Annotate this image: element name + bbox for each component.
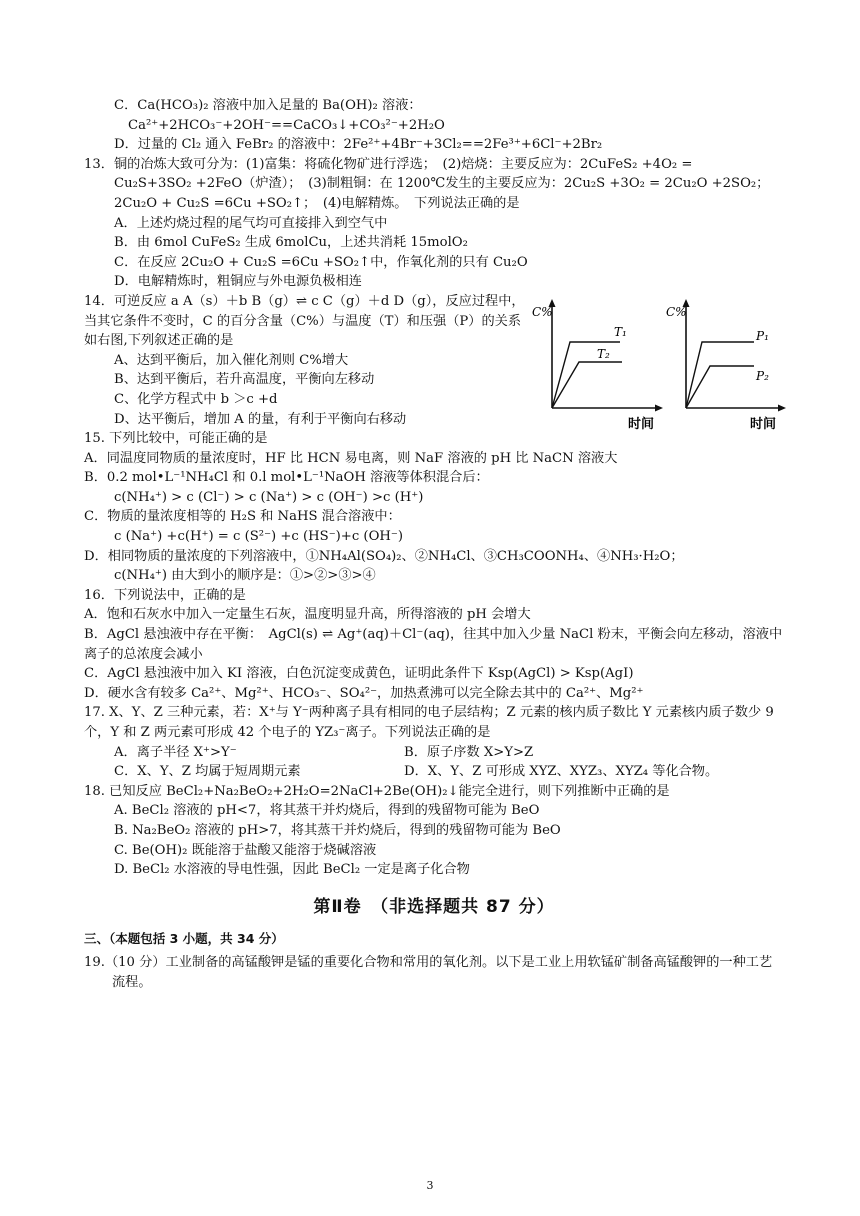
q14-option-a: A、达到平衡后，加入催化剂则 C%增大 — [114, 352, 349, 368]
q12-option-d: D．过量的 Cl₂ 通入 FeBr₂ 的溶液中：2Fe²⁺+4Br⁻+3Cl₂==2Fe³⁺+6Cl⁻+2Br₂ — [114, 137, 603, 153]
q15-option-b-expr: c(NH₄⁺) > c (Cl⁻) > c (Na⁺) > c (OH⁻) >c (H⁺) — [114, 489, 424, 505]
q14-stem: 14．可逆反应 a A（s）＋b B（g）⇌ c C（g）＋d D（g），反应过程中，当其它条件不变时，C 的百分含量（C%）与温度（T）和压强（P）的关系如右图,下列叙述正确的是 — [84, 293, 525, 349]
q13-option-d: D．电解精炼时，粗铜应与外电源负极相连 — [114, 274, 362, 290]
q16-option-c: C．AgCl 悬浊液中加入 KI 溶液，白色沉淀变成黄色，证明此条件下 Ksp(AgCl) > Ksp(AgI) — [84, 666, 634, 682]
q16-stem: 16．下列说法中，正确的是 — [84, 587, 246, 603]
q15-stem: 15. 下列比较中，可能正确的是 — [84, 431, 268, 447]
q15-option-a: A．同温度同物质的量浓度时，HF 比 HCN 易电离，则 NaF 溶液的 pH 比 NaCN 溶液大 — [84, 450, 618, 466]
graph-left — [532, 299, 663, 432]
q14-graphs — [530, 296, 790, 436]
graph-right-ylabel: C% — [666, 304, 687, 319]
q18-option-a: A. BeCl₂ 溶液的 pH<7，将其蒸干并灼烧后，得到的残留物可能为 BeO — [114, 803, 540, 819]
q13-option-c: C．在反应 2Cu₂O + Cu₂S =6Cu +SO₂↑中，作氧化剂的只有 Cu₂O — [114, 254, 528, 270]
q18-option-b: B. Na₂BeO₂ 溶液的 pH>7，将其蒸干并灼烧后，得到的残留物可能为 BeO — [114, 822, 561, 838]
q16-option-a: A．饱和石灰水中加入一定量生石灰，温度明显升高，所得溶液的 pH 会增大 — [84, 607, 531, 623]
q14-block — [84, 292, 784, 432]
q15-option-c: C．物质的量浓度相等的 H₂S 和 NaHS 混合溶液中： — [84, 509, 401, 525]
q15-option-d: D．相同物质的量浓度的下列溶液中，①NH₄Al(SO₄)₂、②NH₄Cl、③CH₃COONH₄、④NH₃·H₂O； — [84, 548, 684, 564]
q14-option-c: C、化学方程式中 b ＞c +d — [114, 391, 278, 407]
graph-left-label-t2: T₂ — [597, 346, 610, 361]
graph-left-x-arrow — [655, 404, 663, 411]
graph-right-curve-p2 — [686, 366, 754, 408]
q14-option-d: D、达平衡后，增加 A 的量，有利于平衡向右移动 — [114, 411, 407, 427]
q18-stem: 18. 已知反应 BeCl₂+Na₂BeO₂+2H₂O=2NaCl+2Be(OH)₂↓能完全进行，则下列推断中正确的是 — [84, 783, 670, 799]
page-number: 3 — [426, 1179, 434, 1192]
q17-option-b: B．原子序数 X>Y>Z — [404, 744, 534, 760]
q14-option-b: B、达到平衡后，若升高温度，平衡向左移动 — [114, 372, 375, 388]
q19-stem: 19.（10 分）工业制备的高锰酸钾是锰的重要化合物和常用的氧化剂。以下是工业上用软锰矿制备高锰酸钾的一种工艺流程。 — [84, 954, 773, 990]
q15-option-b: B．0.2 mol•L⁻¹NH₄Cl 和 0.l mol•L⁻¹NaOH 溶液等体积混合后： — [84, 470, 489, 486]
q13-stem-line2: Cu₂S+3SO₂ +2FeO（炉渣）； (3)制粗铜：在 1200℃发生的主要反应为：2Cu₂S +3O₂ = 2Cu₂O +2SO₂； — [114, 176, 770, 192]
q18-option-d: D. BeCl₂ 水溶液的导电性强，因此 BeCl₂ 一定是离子化合物 — [114, 862, 470, 878]
q13-stem-line1: 13．铜的冶炼大致可分为：(1)富集：将硫化物矿进行浮选； (2)焙烧：主要反应为：2CuFeS₂ +4O₂ = — [84, 156, 693, 172]
graph-right — [666, 299, 786, 432]
q13-stem-line3: 2Cu₂O + Cu₂S =6Cu +SO₂↑； (4)电解精炼。 下列说法正确的是 — [114, 195, 520, 211]
q17-option-a: A．离子半径 X⁺>Y⁻ — [114, 744, 237, 760]
graph-right-x-arrow — [778, 404, 786, 411]
q17-option-d: D．X、Y、Z 可形成 XYZ、XYZ₃、XYZ₄ 等化合物。 — [404, 764, 719, 780]
q17-stem: 17. X、Y、Z 三种元素，若：X⁺与 Y⁻两种离子具有相同的电子层结构；Z 元素的核内质子数比 Y 元素核内质子数少 9 个，Y 和 Z 两元素可形成 42 个电子的 YZ₃⁻离子。下列说法正确的是 — [84, 705, 774, 740]
q12-option-c: C．Ca(HCO₃)₂ 溶液中加入足量的 Ba(OH)₂ 溶液： — [114, 98, 422, 113]
q17-options-row2 — [84, 762, 784, 782]
q14-graphs-svg — [530, 296, 790, 436]
graph-left-xlabel: 时间 — [628, 416, 655, 432]
q13-option-b: B．由 6mol CuFeS₂ 生成 6molCu，上述共消耗 15molO₂ — [114, 235, 468, 251]
graph-right-label-p1: P₁ — [756, 328, 769, 343]
exam-content — [84, 96, 784, 992]
part-3-heading: 三、（本题包括 3 小题，共 34 分） — [84, 931, 284, 947]
q15-option-d-order: c(NH₄⁺) 由大到小的顺序是：①>②>③>④ — [114, 568, 376, 584]
q17-options-row1 — [84, 743, 784, 763]
graph-right-curve-p1 — [686, 342, 754, 408]
graph-right-xlabel: 时间 — [750, 416, 777, 432]
section-2-title: 第Ⅱ卷 （非选择题共 87 分） — [313, 896, 555, 917]
q15-option-c-expr: c (Na⁺) +c(H⁺) = c (S²⁻) +c (HS⁻)+c (OH⁻) — [114, 529, 403, 545]
q18-option-c: C. Be(OH)₂ 既能溶于盐酸又能溶于烧碱溶液 — [114, 842, 377, 858]
graph-left-ylabel: C% — [532, 304, 553, 319]
q12-option-c-equation: Ca²⁺+2HCO₃⁻+2OH⁻==CaCO₃↓+CO₃²⁻+2H₂O — [128, 117, 445, 133]
q16-option-b: B．AgCl 悬浊液中存在平衡： AgCl(s) ⇌ Ag⁺(aq)＋Cl⁻(aq)，往其中加入少量 NaCl 粉末，平衡会向左移动，溶液中离子的总浓度会减小 — [84, 627, 783, 662]
q13-option-a: A．上述灼烧过程的尾气均可直接排入到空气中 — [114, 215, 388, 231]
graph-right-label-p2: P₂ — [756, 368, 769, 383]
q17-option-c: C．X、Y、Z 均属于短周期元素 — [114, 764, 301, 780]
q16-option-d: D．硬水含有较多 Ca²⁺、Mg²⁺、HCO₃⁻、SO₄²⁻，加热煮沸可以完全除去其中的 Ca²⁺、Mg²⁺ — [84, 685, 644, 701]
graph-left-label-t1: T₁ — [614, 324, 627, 339]
